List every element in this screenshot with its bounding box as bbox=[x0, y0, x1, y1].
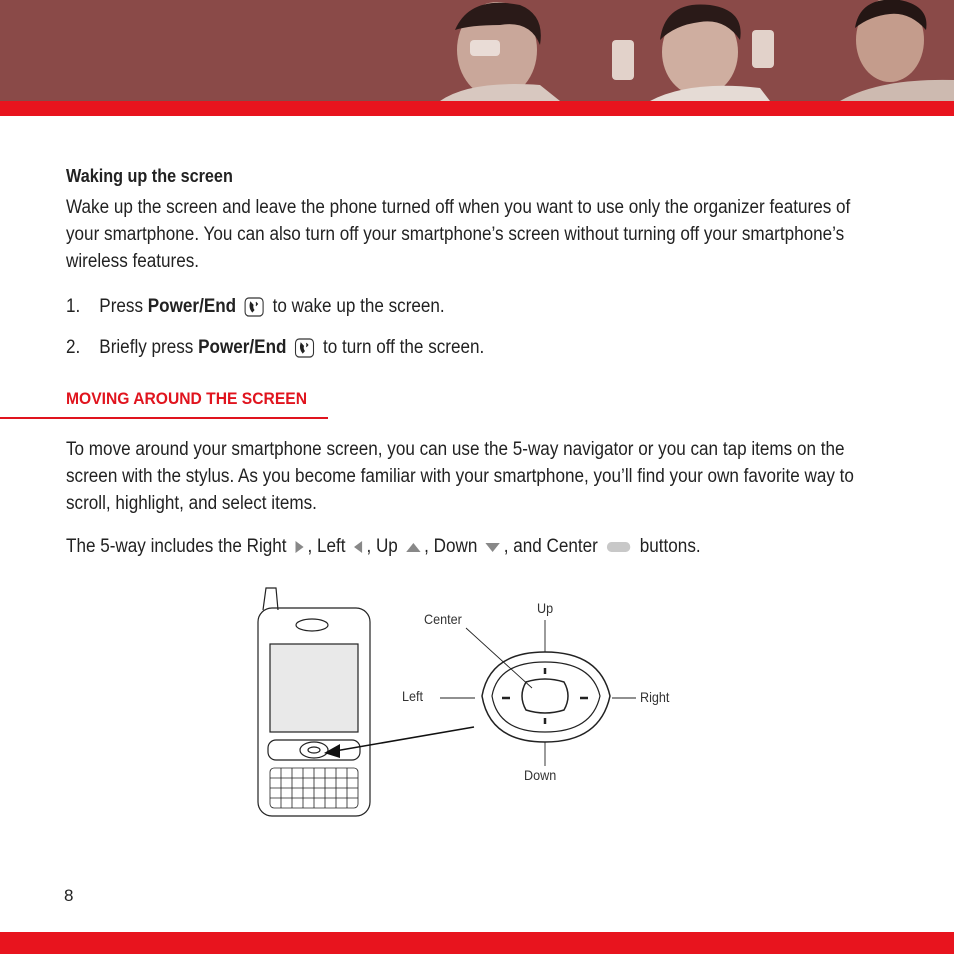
label-center: Center bbox=[424, 611, 462, 627]
step-2 bbox=[66, 334, 484, 361]
section-divider bbox=[0, 417, 328, 419]
intro-paragraph: Wake up the screen and leave the phone turned off when you want to use only the organizer features of your smartphone. You can also turn off your smartphone’s screen without turning off your smartphone’s wireless features. bbox=[66, 197, 851, 272]
fiveway-text: , Up bbox=[366, 536, 398, 557]
step-text: to turn off the screen. bbox=[322, 337, 485, 358]
step-number: 1. bbox=[66, 296, 81, 317]
smartphone-illustration bbox=[258, 588, 370, 816]
right-arrow-icon bbox=[294, 540, 305, 554]
down-arrow-icon bbox=[485, 541, 501, 553]
up-arrow-icon bbox=[405, 541, 421, 553]
page-number: 8 bbox=[64, 886, 74, 905]
section-title: MOVING AROUND THE SCREEN bbox=[66, 389, 307, 408]
navigator-figure bbox=[0, 580, 954, 820]
step-number: 2. bbox=[66, 337, 81, 358]
step-text: Press bbox=[99, 296, 144, 317]
header-red-stripe bbox=[0, 101, 954, 116]
label-right: Right bbox=[640, 689, 670, 705]
phone-handset-icon bbox=[294, 337, 316, 359]
button-name: Power/End bbox=[198, 337, 287, 358]
step-text: Briefly press bbox=[99, 337, 194, 358]
five-way-navigator bbox=[482, 652, 610, 742]
left-arrow-icon bbox=[353, 540, 364, 554]
label-up: Up bbox=[537, 600, 554, 616]
fiveway-line bbox=[66, 533, 701, 560]
label-left: Left bbox=[402, 688, 424, 704]
center-button-icon bbox=[605, 540, 632, 554]
step-text: to wake up the screen. bbox=[272, 296, 445, 317]
step-1 bbox=[66, 293, 445, 320]
phone-handset-icon bbox=[244, 296, 266, 318]
header-photo bbox=[0, 0, 954, 101]
footer-red-stripe bbox=[0, 932, 954, 954]
fiveway-text: The 5-way includes the Right bbox=[66, 536, 287, 557]
header-banner bbox=[0, 0, 954, 101]
fiveway-text: , Down bbox=[424, 536, 478, 557]
fiveway-text: , and Center bbox=[503, 536, 598, 557]
subsection-heading: Waking up the screen bbox=[66, 166, 233, 186]
fiveway-text: , Left bbox=[307, 536, 346, 557]
moving-paragraph: To move around your smartphone screen, you can use the 5-way navigator or you can tap items on the screen with the stylus. As you become familiar with your smartphone, you’ll find your own favorite way to scroll, highlight, and select items. bbox=[66, 439, 854, 514]
fiveway-text: buttons. bbox=[639, 536, 701, 557]
label-down: Down bbox=[524, 767, 557, 783]
button-name: Power/End bbox=[147, 296, 237, 317]
